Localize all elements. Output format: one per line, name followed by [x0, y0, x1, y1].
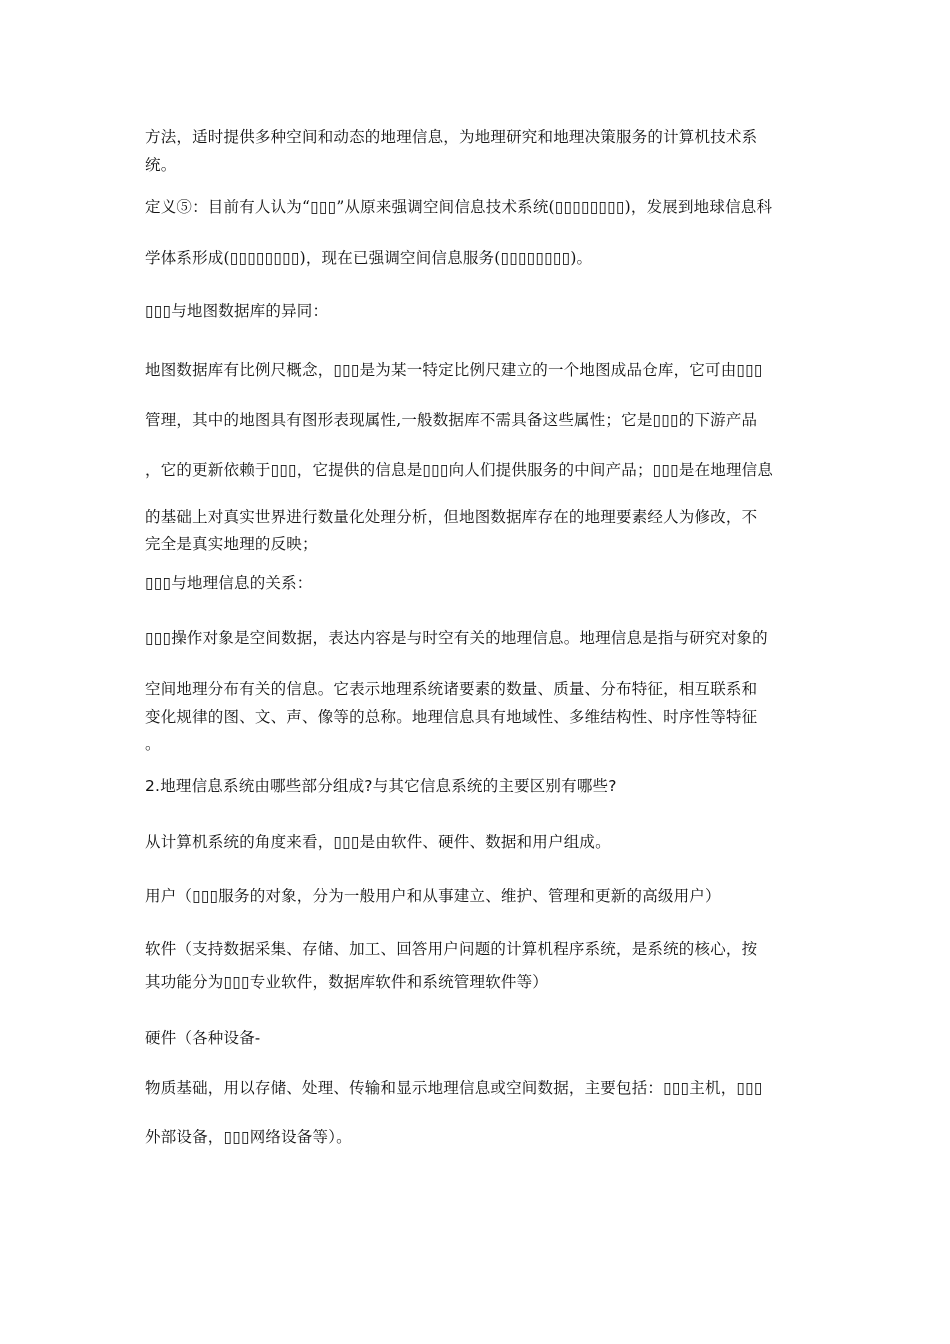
- text-line: 外部设备，▯▯▯网络设备等）。: [145, 1128, 352, 1146]
- text-line: 其功能分为▯▯▯专业软件，数据库软件和系统管理软件等）: [145, 973, 548, 991]
- text-line: 完全是真实地理的反映；: [145, 535, 318, 553]
- text-line: 管理，其中的地图具有图形表现属性,一般数据库不需具备这些属性；它是▯▯▯的下游产品: [145, 411, 758, 429]
- question-heading: 2.地理信息系统由哪些部分组成?与其它信息系统的主要区别有哪些?: [145, 777, 617, 795]
- text-line: 软件（支持数据采集、存储、加工、回答用户问题的计算机程序系统，是系统的核心，按: [145, 940, 758, 958]
- text-line: ，它的更新依赖于▯▯▯，它提供的信息是▯▯▯向人们提供服务的中间产品；▯▯▯是在地理信息: [145, 461, 774, 479]
- text-line: 方法，适时提供多种空间和动态的地理信息，为地理研究和地理决策服务的计算机技术系: [145, 128, 758, 146]
- text-line: 从计算机系统的角度来看，▯▯▯是由软件、硬件、数据和用户组成。: [145, 833, 611, 851]
- text-line: ▯▯▯操作对象是空间数据，表达内容是与时空有关的地理信息。地理信息是指与研究对象的: [145, 629, 768, 647]
- text-line: 地图数据库有比例尺概念，▯▯▯是为某一特定比例尺建立的一个地图成品仓库，它可由▯▯▯: [145, 361, 763, 379]
- text-line: 变化规律的图、文、声、像等的总称。地理信息具有地域性、多维结构性、时序性等特征: [145, 708, 758, 726]
- section-heading: ▯▯▯与地图数据库的异同：: [145, 302, 329, 320]
- text-line: 空间地理分布有关的信息。它表示地理系统诸要素的数量、质量、分布特征，相互联系和: [145, 680, 758, 698]
- section-heading: ▯▯▯与地理信息的关系：: [145, 574, 313, 592]
- text-line: 的基础上对真实世界进行数量化处理分析，但地图数据库存在的地理要素经人为修改，不: [145, 508, 758, 526]
- text-line: 统。: [145, 156, 177, 174]
- text-line: 用户（▯▯▯服务的对象，分为一般用户和从事建立、维护、管理和更新的高级用户）: [145, 887, 721, 905]
- text-line: 定义⑤：目前有人认为“▯▯▯”从原来强调空间信息技术系统(▯▯▯▯▯▯▯▯)，发展到地球信息科: [145, 198, 773, 216]
- text-line: 。: [145, 735, 161, 753]
- text-line: 硬件（各种设备-: [145, 1029, 261, 1047]
- text-line: 学体系形成(▯▯▯▯▯▯▯▯)，现在已强调空间信息服务(▯▯▯▯▯▯▯▯)。: [145, 249, 593, 267]
- text-line: 物质基础，用以存储、处理、传输和显示地理信息或空间数据，主要包括：▯▯▯主机，▯▯▯: [145, 1079, 763, 1097]
